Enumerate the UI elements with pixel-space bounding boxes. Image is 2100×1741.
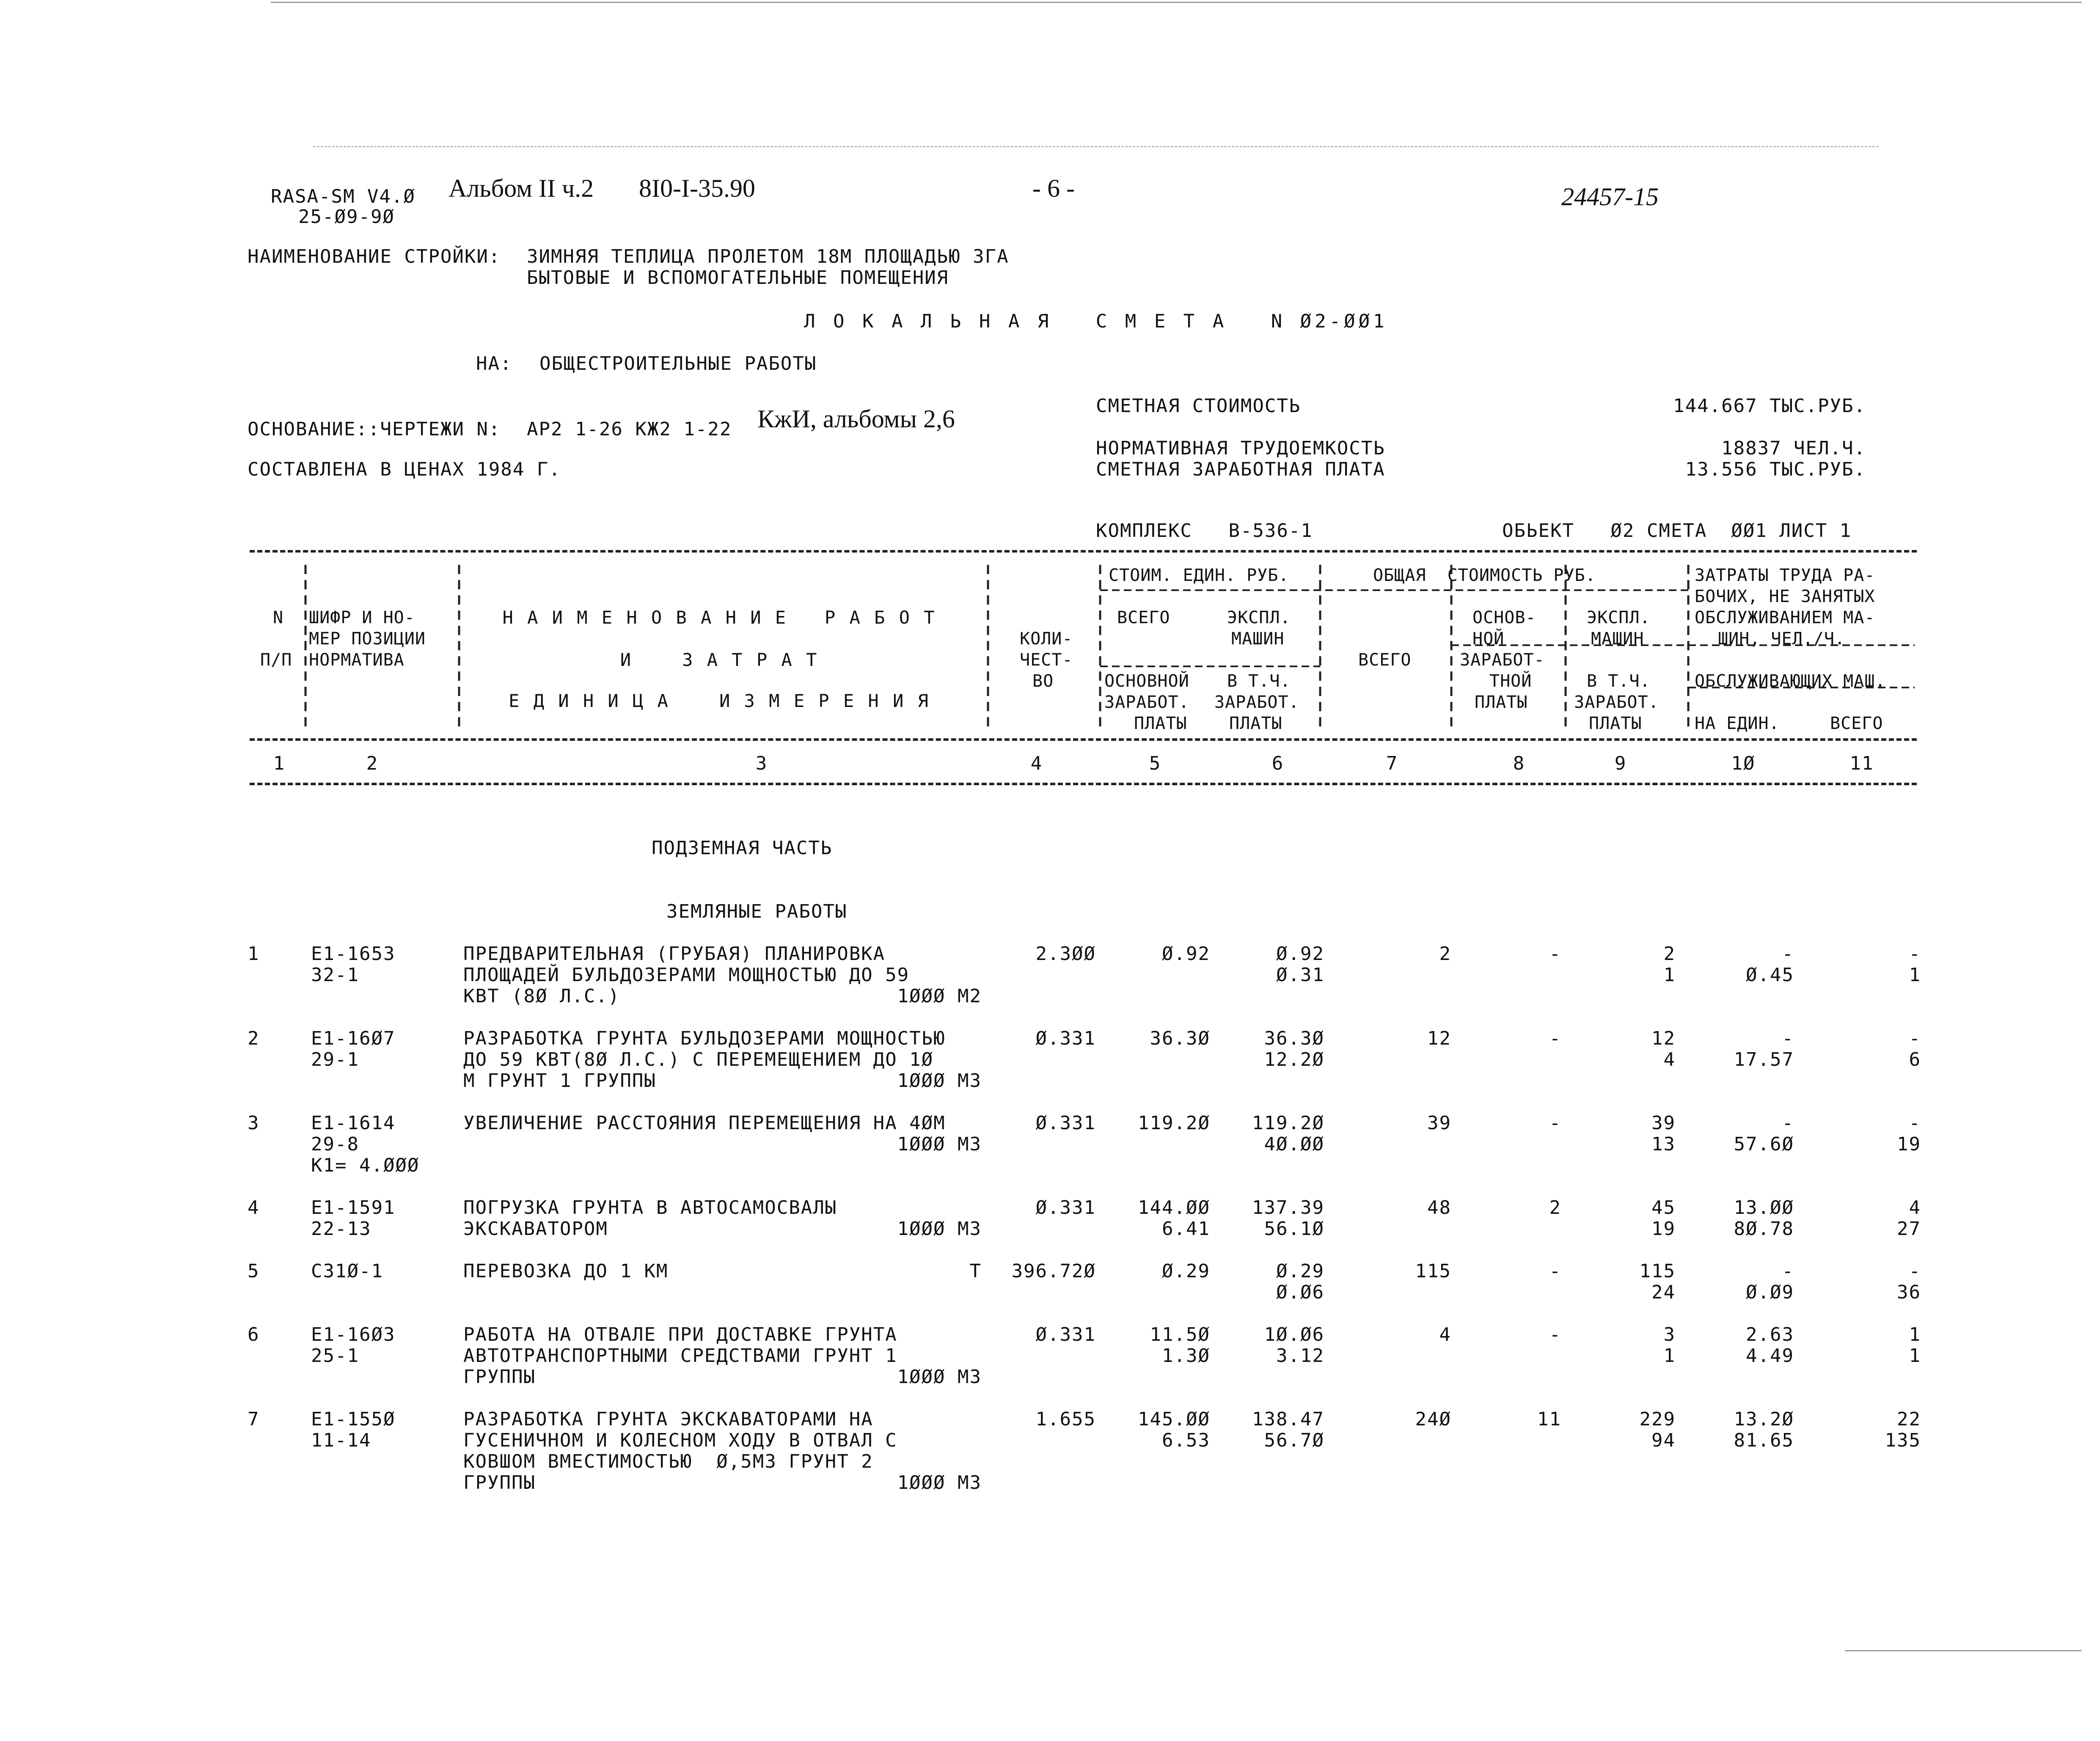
row-labor-total: 27: [1897, 1218, 1921, 1240]
subsection-title: ЗЕМЛЯНЫЕ РАБОТЫ: [666, 901, 848, 922]
object-sheet: ОБЬЕКТ Ø2 СМЕТА ØØ1 ЛИСТ 1: [1502, 520, 1852, 542]
row-work-name: КВТ (8Ø Л.С.): [463, 985, 620, 1007]
row-total-cost: 115: [1415, 1260, 1451, 1282]
row-unit-cost-machines: 3.12: [1276, 1345, 1324, 1367]
row-unit-cost-total: 6.53: [1162, 1430, 1210, 1451]
row-code: Е1-1653: [311, 943, 396, 965]
row-machine-cost: 45: [1651, 1197, 1676, 1218]
row-labor-per-unit: 81.65: [1734, 1430, 1794, 1451]
row-work-name: КОВШОМ ВМЕСТИМОСТЬЮ Ø,5М3 ГРУНТ 2: [463, 1451, 873, 1472]
row-code: Е1-16Ø3: [311, 1324, 396, 1345]
row-unit: Т: [969, 1260, 982, 1282]
row-work-name: ПОГРУЗКА ГРУНТА В АВТОСАМОСВАЛЫ: [463, 1197, 837, 1218]
row-number: 2: [248, 1028, 260, 1049]
row-work-name: ГРУППЫ: [463, 1366, 536, 1388]
row-labor-per-unit: 13.2Ø: [1734, 1408, 1794, 1430]
row-work-name: ГУСЕНИЧНОМ И КОЛЕСНОМ ХОДУ В ОТВАЛ С: [463, 1430, 897, 1451]
row-code: С31Ø-1: [311, 1260, 383, 1282]
row-unit-cost-total: Ø.29: [1162, 1260, 1210, 1282]
row-labor-total: 1: [1909, 1345, 1921, 1367]
project-name-line1: ЗИМНЯЯ ТЕПЛИЦА ПРОЛЕТОМ 18М ПЛОЩАДЬЮ 3ГА: [527, 246, 1009, 267]
row-labor-per-unit: 57.6Ø: [1734, 1133, 1794, 1155]
row-unit-cost-total: 1.3Ø: [1162, 1345, 1210, 1367]
row-machine-cost: 12: [1651, 1028, 1676, 1049]
row-code: 32-1: [311, 964, 359, 986]
row-machine-cost: 1: [1663, 964, 1676, 986]
row-machine-cost: 13: [1651, 1133, 1676, 1155]
row-machine-cost: 229: [1639, 1408, 1676, 1430]
row-total-cost: 39: [1427, 1112, 1451, 1134]
row-unit-cost-machines: 138.47: [1252, 1408, 1324, 1430]
row-unit-cost-machines: Ø.Ø6: [1276, 1282, 1324, 1303]
column-header-c7: ВСЕГО: [1358, 650, 1412, 670]
row-labor-per-unit: 4.49: [1746, 1345, 1794, 1367]
row-unit-cost-total: 36.3Ø: [1150, 1028, 1210, 1049]
row-base-wage: 11: [1537, 1408, 1561, 1430]
row-unit-cost-total: Ø.92: [1162, 943, 1210, 965]
row-machine-cost: 115: [1639, 1260, 1676, 1282]
row-work-name: ПРЕДВАРИТЕЛЬНАЯ (ГРУБАЯ) ПЛАНИРОВКА: [463, 943, 886, 965]
row-unit: 1ØØØ М3: [897, 1133, 982, 1155]
row-code: 29-1: [311, 1049, 359, 1070]
row-total-cost: 2: [1439, 943, 1451, 965]
row-labor-per-unit: -: [1782, 1112, 1794, 1134]
row-unit-cost-machines: Ø.31: [1276, 964, 1324, 986]
section-title: ПОДЗЕМНАЯ ЧАСТЬ: [652, 837, 833, 859]
row-labor-per-unit: 8Ø.78: [1734, 1218, 1794, 1240]
row-labor-per-unit: Ø.45: [1746, 964, 1794, 986]
row-code: 22-13: [311, 1218, 372, 1240]
row-code: Е1-155Ø: [311, 1408, 396, 1430]
row-number: 6: [248, 1324, 260, 1345]
row-labor-total: -: [1909, 1112, 1921, 1134]
row-work-name: ПЕРЕВОЗКА ДО 1 КМ: [463, 1260, 669, 1282]
row-unit-cost-machines: 56.7Ø: [1264, 1430, 1324, 1451]
project-label: НАИМЕНОВАНИЕ СТРОЙКИ:: [248, 246, 501, 267]
album-code: 8I0-I-35.90: [639, 174, 755, 202]
row-quantity: Ø.331: [1035, 1028, 1096, 1049]
estimate-for-label: НА:: [476, 353, 512, 374]
row-work-name: РАБОТА НА ОТВАЛЕ ПРИ ДОСТАВКЕ ГРУНТА: [463, 1324, 897, 1345]
row-base-wage: -: [1549, 1260, 1561, 1282]
summary-labor-label: НОРМАТИВНАЯ ТРУДОЕМКОСТЬ: [1096, 437, 1385, 459]
row-base-wage: -: [1549, 1028, 1561, 1049]
column-header-unit-cost: СТОИМ. ЕДИН. РУБ.: [1109, 566, 1289, 585]
row-unit: 1ØØØ М3: [897, 1366, 982, 1388]
row-total-cost: 48: [1427, 1197, 1451, 1218]
row-quantity: 1.655: [1035, 1408, 1096, 1430]
row-number: 1: [248, 943, 260, 965]
row-unit-cost-total: 6.41: [1162, 1218, 1210, 1240]
row-code: 25-1: [311, 1345, 359, 1367]
project-name-line2: БЫТОВЫЕ И ВСПОМОГАТЕЛЬНЫЕ ПОМЕЩЕНИЯ: [527, 267, 949, 289]
row-number: 5: [248, 1260, 260, 1282]
row-machine-cost: 2: [1663, 943, 1676, 965]
row-labor-total: 19: [1897, 1133, 1921, 1155]
row-quantity: 2.3ØØ: [1035, 943, 1096, 965]
row-labor-total: 1: [1909, 1324, 1921, 1345]
row-labor-total: 4: [1909, 1197, 1921, 1218]
row-quantity: Ø.331: [1035, 1324, 1096, 1345]
row-machine-cost: 19: [1651, 1218, 1676, 1240]
row-base-wage: 2: [1549, 1197, 1561, 1218]
album-label: Альбом II ч.2: [449, 174, 594, 202]
row-code: 29-8: [311, 1133, 359, 1155]
row-work-name: М ГРУНТ 1 ГРУППЫ: [463, 1070, 656, 1092]
row-labor-total: 135: [1885, 1430, 1921, 1451]
row-machine-cost: 24: [1651, 1282, 1676, 1303]
row-work-name: ГРУППЫ: [463, 1472, 536, 1493]
row-quantity: Ø.331: [1035, 1197, 1096, 1218]
row-labor-total: 22: [1897, 1408, 1921, 1430]
row-unit-cost-machines: 137.39: [1252, 1197, 1324, 1218]
basis-label: ОСНОВАНИЕ::ЧЕРТЕЖИ N:: [248, 418, 501, 440]
row-work-name: АВТОТРАНСПОРТНЫМИ СРЕДСТВАМИ ГРУНТ 1: [463, 1345, 897, 1367]
row-labor-total: -: [1909, 1028, 1921, 1049]
program-version: RASA-SM V4.Ø: [271, 186, 416, 207]
row-unit: 1ØØØ М3: [897, 1472, 982, 1493]
row-work-name: УВЕЛИЧЕНИЕ РАССТОЯНИЯ ПЕРЕМЕЩЕНИЯ НА 4ØМ: [463, 1112, 946, 1134]
row-unit-cost-machines: 1Ø.Ø6: [1264, 1324, 1324, 1345]
summary-wage-value: 13.556 ТЫС.РУБ.: [1685, 459, 1866, 480]
row-work-name: ПЛОЩАДЕЙ БУЛЬДОЗЕРАМИ МОЩНОСТЬЮ ДО 59: [463, 964, 910, 986]
row-number: 4: [248, 1197, 260, 1218]
row-machine-cost: 39: [1651, 1112, 1676, 1134]
row-code: Е1-1614: [311, 1112, 396, 1134]
row-unit-cost-machines: 12.2Ø: [1264, 1049, 1324, 1070]
row-base-wage: -: [1549, 943, 1561, 965]
row-labor-total: -: [1909, 943, 1921, 965]
row-work-name: ЭКСКАВАТОРОМ: [463, 1218, 608, 1240]
row-machine-cost: 94: [1651, 1430, 1676, 1451]
row-unit: 1ØØØ М3: [897, 1070, 982, 1092]
column-header-total-cost: ОБЩАЯ СТОИМОСТЬ РУБ.: [1373, 566, 1596, 585]
basis-drawings: АР2 1-26 КЖ2 1-22: [527, 418, 732, 440]
row-unit-cost-machines: 56.1Ø: [1264, 1218, 1324, 1240]
estimate-for-text: ОБЩЕСТРОИТЕЛЬНЫЕ РАБОТЫ: [539, 353, 817, 374]
row-labor-per-unit: -: [1782, 943, 1794, 965]
row-total-cost: 24Ø: [1415, 1408, 1451, 1430]
row-unit-cost-machines: 36.3Ø: [1264, 1028, 1324, 1049]
complex-code: КОМПЛЕКС В-536-1: [1096, 520, 1313, 542]
row-labor-per-unit: -: [1782, 1028, 1794, 1049]
row-labor-per-unit: Ø.Ø9: [1746, 1282, 1794, 1303]
row-unit-cost-total: 144.ØØ: [1138, 1197, 1210, 1218]
row-code: К1= 4.ØØØ: [311, 1155, 420, 1176]
row-work-name: ДО 59 КВТ(8Ø Л.С.) С ПЕРЕМЕЩЕНИЕМ ДО 1Ø: [463, 1049, 934, 1070]
row-unit-cost-total: 119.2Ø: [1138, 1112, 1210, 1134]
summary-wage-label: СМЕТНАЯ ЗАРАБОТНАЯ ПЛАТА: [1096, 459, 1385, 480]
row-total-cost: 12: [1427, 1028, 1451, 1049]
row-machine-cost: 4: [1663, 1049, 1676, 1070]
prices-basis: СОСТАВЛЕНА В ЦЕНАХ 1984 Г.: [248, 459, 561, 480]
row-labor-per-unit: -: [1782, 1260, 1794, 1282]
row-code: 11-14: [311, 1430, 372, 1451]
row-unit: 1ØØØ М2: [897, 985, 982, 1007]
row-machine-cost: 1: [1663, 1345, 1676, 1367]
summary-cost-label: СМЕТНАЯ СТОИМОСТЬ: [1096, 395, 1301, 417]
row-number: 7: [248, 1408, 260, 1430]
row-number: 3: [248, 1112, 260, 1134]
row-code: Е1-16Ø7: [311, 1028, 396, 1049]
row-base-wage: -: [1549, 1112, 1561, 1134]
program-date: 25-Ø9-9Ø: [298, 206, 395, 228]
row-quantity: Ø.331: [1035, 1112, 1096, 1134]
row-labor-total: 6: [1909, 1049, 1921, 1070]
header-separators: [0, 0, 2100, 795]
row-labor-per-unit: 2.63: [1746, 1324, 1794, 1345]
row-labor-per-unit: 13.ØØ: [1734, 1197, 1794, 1218]
row-labor-total: 36: [1897, 1282, 1921, 1303]
row-machine-cost: 3: [1663, 1324, 1676, 1345]
row-unit-cost-total: 11.5Ø: [1150, 1324, 1210, 1345]
page-number: - 6 -: [1032, 174, 1075, 202]
row-total-cost: 4: [1439, 1324, 1451, 1345]
row-unit-cost-total: 145.ØØ: [1138, 1408, 1210, 1430]
row-unit-cost-machines: 4Ø.ØØ: [1264, 1133, 1324, 1155]
row-code: Е1-1591: [311, 1197, 396, 1218]
row-labor-per-unit: 17.57: [1734, 1049, 1794, 1070]
row-unit-cost-machines: Ø.92: [1276, 943, 1324, 965]
row-labor-total: -: [1909, 1260, 1921, 1282]
row-work-name: РАЗРАБОТКА ГРУНТА БУЛЬДОЗЕРАМИ МОЩНОСТЬЮ: [463, 1028, 946, 1049]
summary-labor-value: 18837 ЧЕЛ.Ч.: [1721, 437, 1866, 459]
row-unit-cost-machines: 119.2Ø: [1252, 1112, 1324, 1134]
row-unit-cost-machines: Ø.29: [1276, 1260, 1324, 1282]
row-base-wage: -: [1549, 1324, 1561, 1345]
summary-cost-value: 144.667 ТЫС.РУБ.: [1673, 395, 1866, 417]
row-unit: 1ØØØ М3: [897, 1218, 982, 1240]
document-number: 24457-15: [1561, 183, 1659, 211]
estimate-title: Л О К А Л Ь Н А Я С М Е Т А N Ø2-ØØ1: [804, 311, 1388, 332]
row-work-name: РАЗРАБОТКА ГРУНТА ЭКСКАВАТОРАМИ НА: [463, 1408, 873, 1430]
row-quantity: 396.72Ø: [1011, 1260, 1096, 1282]
basis-handwritten: КжИ, альбомы 2,6: [757, 405, 955, 433]
scan-edge-line: [1845, 1650, 2082, 1651]
row-labor-total: 1: [1909, 964, 1921, 986]
